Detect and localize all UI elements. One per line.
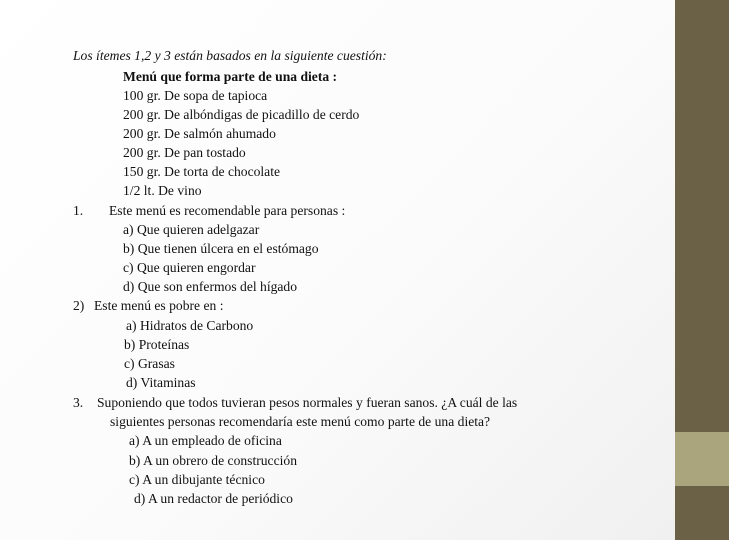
question-1-option-d: d) Que son enfermos del hígado [123,279,298,294]
question-3-option-c: c) A un dibujante técnico [129,472,265,487]
question-2-option-a: a) Hidratos de Carbono [126,318,254,333]
question-1-text: Este menú es recomendable para personas : [109,203,346,218]
question-2-option-d: d) Vitaminas [126,375,196,390]
menu-item: 150 gr. De torta de chocolate [123,164,281,179]
question-3-text: Suponiendo que todos tuvieran pesos normales y fueran sanos. ¿A cuál de las [97,395,518,410]
menu-item: 200 gr. De salmón ahumado [123,126,276,141]
menu-item: 200 gr. De pan tostado [123,145,246,160]
question-3-option-a: a) A un empleado de oficina [129,433,282,448]
menu-item: 1/2 lt. De vino [123,183,202,198]
question-1-option-b: b) Que tienen úlcera en el estómago [123,241,319,256]
menu-title: Menú que forma parte de una dieta : [123,69,338,84]
question-2-option-c: c) Grasas [124,356,175,371]
question-3-number: 3. [73,395,84,410]
menu-item: 200 gr. De albóndigas de picadillo de cerdo [123,107,360,122]
question-2-option-b: b) Proteínas [124,337,190,352]
question-3-option-d: d) A un redactor de periódico [134,491,293,506]
menu-item: 100 gr. De sopa de tapioca [123,88,268,103]
question-2-text: Este menú es pobre en : [94,298,224,313]
question-1-option-a: a) Que quieren adelgazar [123,222,260,237]
question-2-number: 2) [73,298,85,313]
sidebar-accent-dark [675,0,729,432]
sidebar-accent-light [675,432,729,486]
intro-text: Los ítemes 1,2 y 3 están basados en la siguiente cuestión: [73,48,387,63]
question-1-number: 1. [73,203,84,218]
question-1-option-c: c) Que quieren engordar [123,260,256,275]
question-3-option-b: b) A un obrero de construcción [129,453,297,468]
question-3-text-continued: siguientes personas recomendaría este menú como parte de una dieta? [110,414,491,429]
sidebar-accent-bottom [675,486,729,540]
